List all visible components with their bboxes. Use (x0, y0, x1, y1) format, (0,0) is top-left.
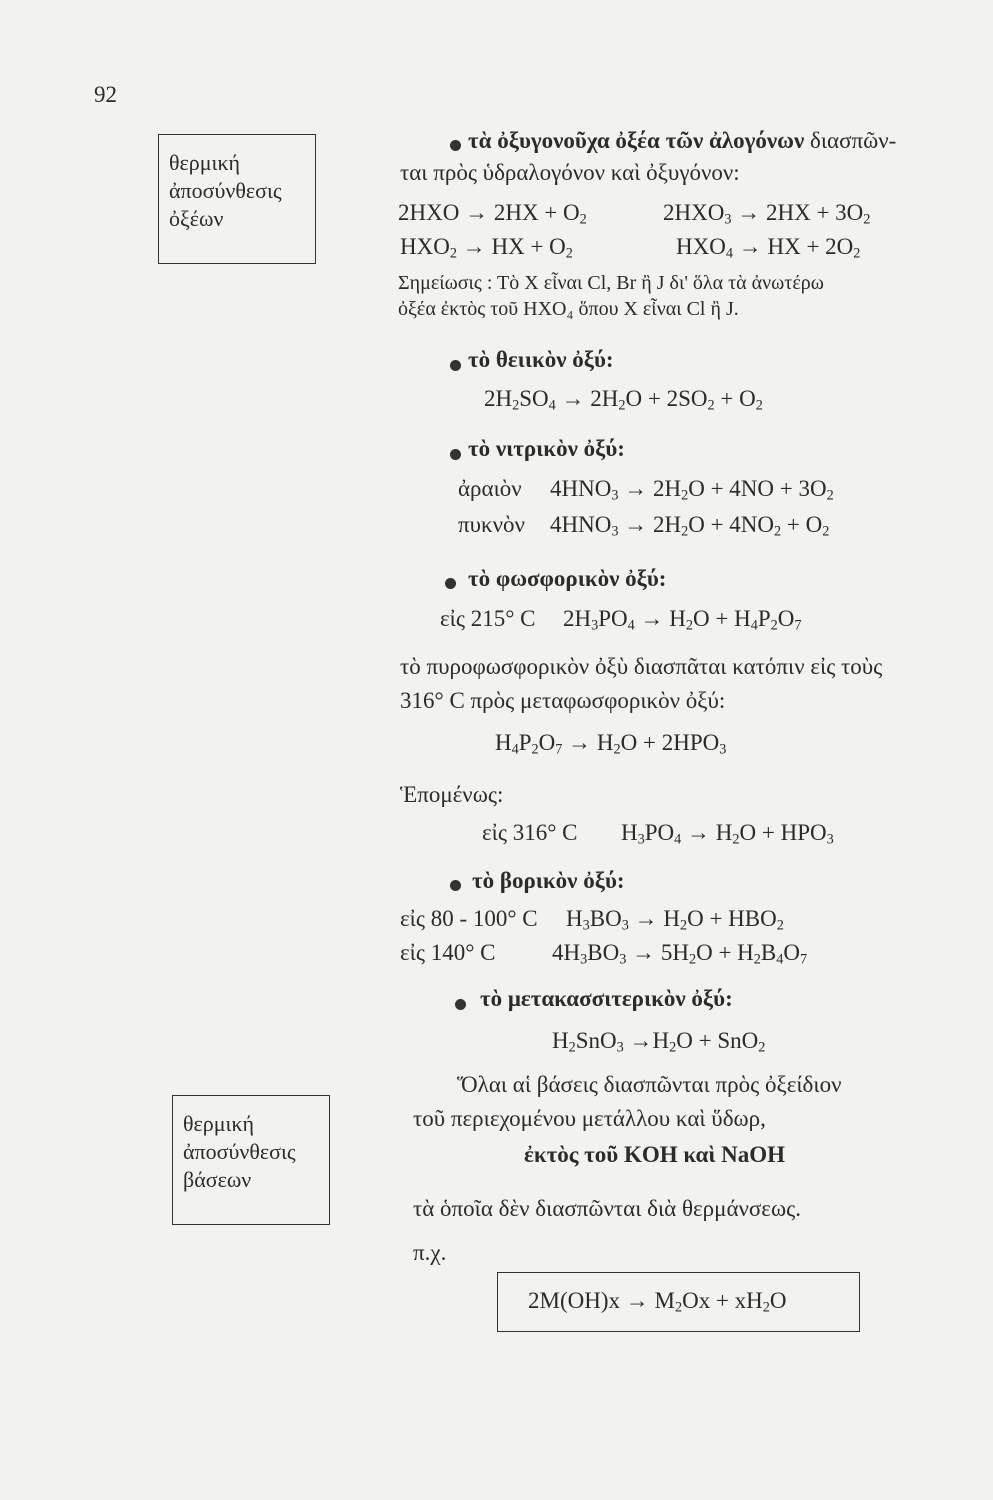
bullet-icon (450, 880, 461, 891)
phosphoric-temp2: εἰς 316° C (482, 820, 578, 845)
boric-heading: τὸ βορικὸν ὀξύ: (472, 868, 625, 893)
bases-text-2: τοῦ περιεχομένου μετάλλου καὶ ὕδωρ, (413, 1106, 766, 1131)
bullet-icon (450, 140, 461, 151)
bullet-icon (455, 999, 466, 1010)
bullet-icon (450, 449, 461, 460)
oxyacids-heading-line2: ται πρὸς ὑδραλογόνον καὶ ὀξυγόνον: (400, 160, 740, 185)
bases-text-4: τὰ ὁποῖα δὲν διασπῶνται διὰ θερμάνσεως. (413, 1196, 801, 1221)
sulfuric-heading: τὸ θειικὸν ὀξύ: (468, 347, 614, 372)
equation-hxo4: $HXO_4$ → HX + $2O_2$ (676, 234, 861, 262)
equation-hxo2: $HXO_2$ → HX + $O_2$ (400, 234, 573, 262)
metastannic-heading: τὸ μετακασσιτερικὸν ὀξύ: (480, 986, 733, 1011)
equation-phosphoric: $2H_3PO_4 \to H_2O + H_4P_2O_7$ (563, 606, 802, 634)
equation-sulfuric: $2H_2SO_4 \to 2H_2O + 2SO_2 + O_2$ (484, 386, 763, 414)
equation-orthophosphoric: $H_3PO_4 \to H_2O + HPO_3$ (621, 820, 834, 848)
consequently-label: Ἑπομένως: (400, 782, 504, 807)
sidebar-box-acids-line2: ἀποσύνθεσις (169, 178, 282, 203)
phosphoric-heading: τὸ φωσφορικὸν ὀξύ: (468, 566, 667, 591)
sidebar-box-bases-line1: θερμική (183, 1111, 255, 1136)
nitric-conc-label: πυκνὸν (458, 512, 525, 537)
sidebar-box-bases-line3: βάσεων (183, 1167, 252, 1192)
bullet-icon (445, 578, 456, 589)
boric-temp2: εἰς 140° C (400, 940, 496, 965)
example-label: π.χ. (413, 1240, 447, 1265)
phosphoric-temp1: εἰς 215° C (440, 606, 536, 631)
oxyacids-heading (468, 128, 896, 154)
page-number: 92 (94, 82, 117, 107)
equation-nitric-dilute: $4HNO_3 \to 2H_2O + 4NO + 3O_2$ (550, 476, 834, 504)
equation-hxo3: $2HXO_3 \to 2HX + 3O_2$ (663, 200, 871, 228)
oxyacids-heading-rest: διασπῶν- (804, 128, 897, 153)
equation-boric-1: $H_3BO_3 \to H_2O + HBO_2$ (566, 906, 784, 934)
nitric-dilute-label: ἀραιὸν (458, 476, 522, 501)
equation-boric-2: $4H_3BO_3 \to 5H_2O + H_2B_4O_7$ (552, 940, 808, 968)
sidebar-box-acids-line3: ὀξέων (169, 206, 224, 231)
equation-metastannic: $H_2SnO_3 \to H_2O + SnO_2$ (552, 1028, 766, 1056)
note-line2: ὀξέα ἐκτὸς τοῦ HXO₄ ὅπου X εἶναι Cl ἢ J. (398, 298, 739, 320)
pyrophosphoric-text-1: τὸ πυροφωσφορικὸν ὀξὺ διασπᾶται κατόπιν εἰς τοὺς (400, 654, 883, 679)
bases-text-1: Ὅλαι αἱ βάσεις διασπῶνται πρὸς ὀξείδιον (457, 1072, 842, 1097)
oxyacids-heading-bold: τὰ ὀξυγονοῦχα ὀξέα τῶν ἀλογόνων (468, 128, 805, 153)
sidebar-box-acids-line1: θερμική (169, 150, 241, 175)
note-line1: Σημείωσις : Τὸ X εἶναι Cl, Br ἢ J δι' ὅλα τὰ ἀνωτέρω (398, 272, 824, 294)
nitric-heading: τὸ νιτρικὸν ὀξύ: (468, 436, 625, 461)
bullet-icon (450, 360, 461, 371)
pyrophosphoric-text-2: 316° C πρὸς μεταφωσφορικὸν ὀξύ: (400, 688, 726, 713)
boric-temp1: εἰς 80 - 100° C (400, 906, 538, 931)
bases-exceptions: ἐκτὸς τοῦ KOH καὶ NaOH (524, 1142, 786, 1167)
equation-nitric-conc: $4HNO_3 \to 2H_2O + 4NO_2 + O_2$ (550, 512, 830, 540)
equation-pyrophosphoric: $H_4P_2O_7 \to H_2O + 2HPO_3$ (495, 730, 727, 758)
equation-bases: $2M(OH)x \to M_2Ox + xH_2O$ (528, 1288, 787, 1316)
sidebar-box-acids (158, 134, 316, 264)
sidebar-box-bases-line2: ἀποσύνθεσις (183, 1139, 296, 1164)
equation-hxo: $2HXO \to 2HX + O_2$ (398, 200, 587, 228)
sidebar-box-bases (172, 1095, 330, 1225)
